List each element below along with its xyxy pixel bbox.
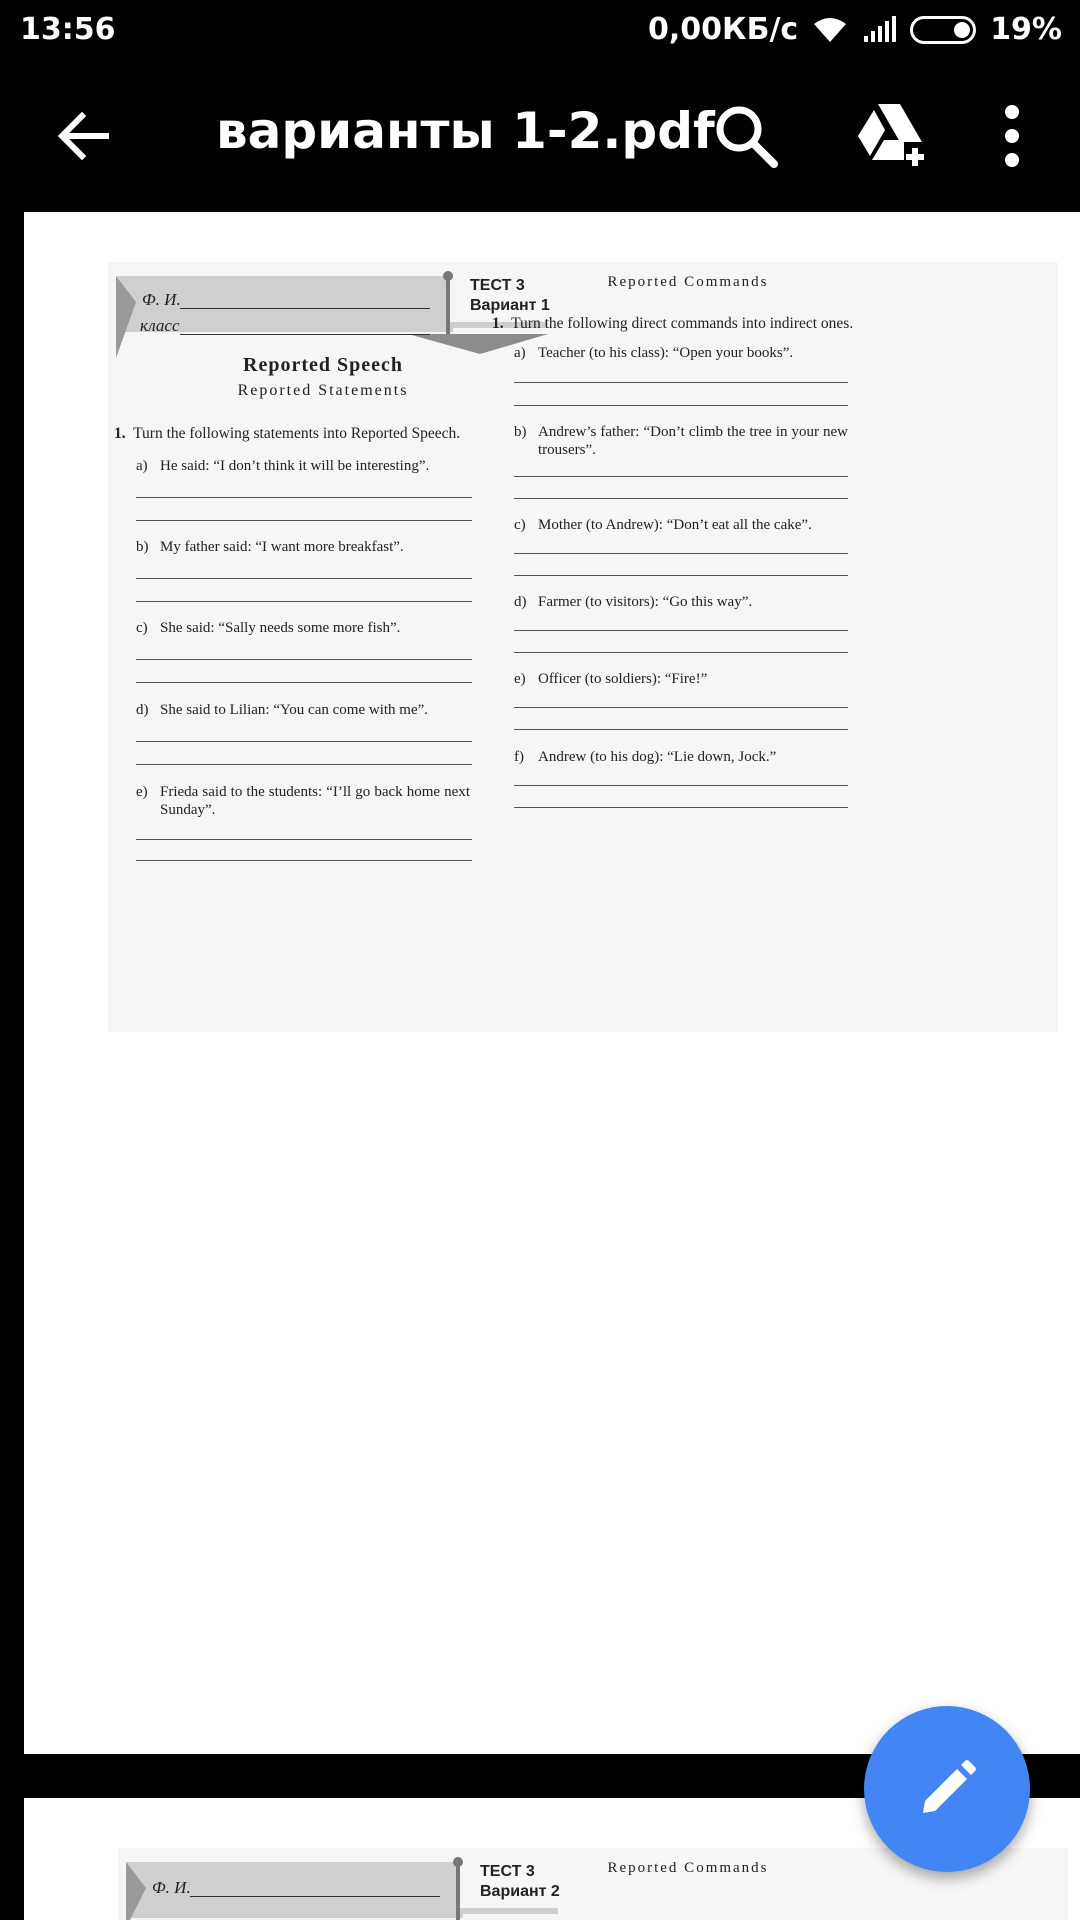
answer-line[interactable] (514, 807, 848, 808)
edit-fab-button[interactable] (864, 1706, 1030, 1872)
answer-line[interactable] (136, 741, 472, 742)
right-item-d: d) Farmer (to visitors): “Go this way”. (514, 594, 753, 610)
wifi-icon (812, 16, 848, 44)
section-subtitle: Reported Statements (237, 382, 409, 399)
right-item-a: a) Teacher (to his class): “Open your books”. (514, 345, 794, 361)
status-right (648, 12, 1062, 47)
task-right (492, 314, 872, 333)
right-item-c: c) Mother (to Andrew): “Don’t eat all the cake”. (514, 517, 812, 533)
task-left (114, 424, 474, 443)
scanned-worksheet (108, 262, 1058, 1032)
task-right-number: 1. (492, 315, 504, 332)
answer-line[interactable] (136, 764, 472, 765)
left-item-b: b) My father said: “I want more breakfast”. (136, 539, 404, 555)
search-icon[interactable] (712, 102, 780, 170)
app-bar (0, 62, 1080, 212)
answer-line[interactable] (136, 601, 472, 602)
answer-line[interactable] (136, 520, 472, 521)
more-vert-icon[interactable] (992, 102, 1032, 170)
answer-line[interactable] (136, 497, 472, 498)
back-arrow-icon[interactable] (52, 104, 116, 168)
task-left-text: Turn the following statements into Reported Speech. (133, 425, 461, 442)
variant-number-2: Вариант 2 (480, 1883, 560, 1900)
class-field-line (180, 334, 430, 335)
right-section-title: Reported Commands (607, 274, 769, 290)
answer-line[interactable] (514, 382, 848, 383)
task-left-number: 1. (114, 425, 126, 442)
edit-pencil-icon (917, 1759, 977, 1819)
answer-line[interactable] (136, 578, 472, 579)
answer-line[interactable] (514, 476, 848, 477)
name-field-label-2: Ф. И. (152, 1878, 191, 1897)
test-number-2: ТЕСТ 3 (480, 1863, 535, 1880)
answer-line[interactable] (514, 553, 848, 554)
drive-add-icon[interactable] (852, 98, 926, 172)
signal-icon (862, 16, 896, 44)
document-title: варианты 1-2.pdf (216, 102, 715, 160)
answer-line[interactable] (136, 659, 472, 660)
pdf-page-1[interactable] (24, 212, 1080, 1754)
answer-line[interactable] (514, 498, 848, 499)
answer-line[interactable] (136, 839, 472, 840)
right-item-e: e) Officer (to soldiers): “Fire!” (514, 671, 708, 687)
answer-line[interactable] (514, 785, 848, 786)
name-field-label: Ф. И. (142, 290, 181, 309)
name-field-line-2 (190, 1896, 440, 1897)
variant-number: Вариант 1 (470, 297, 550, 314)
battery-level: 19% (990, 12, 1062, 47)
answer-line[interactable] (514, 575, 848, 576)
left-item-c: c) She said: “Sally needs some more fish”. (136, 620, 401, 636)
answer-line[interactable] (514, 630, 848, 631)
name-field-line (180, 308, 430, 309)
left-item-d: d) She said to Lilian: “You can come with me”. (136, 702, 429, 718)
answer-line[interactable] (514, 652, 848, 653)
right-item-b: b) Andrew’s father: “Don’t climb the tree in your new trousers”. (514, 424, 848, 458)
status-time: 13:56 (20, 12, 116, 47)
test-label-box (470, 276, 550, 316)
battery-icon (910, 16, 976, 44)
left-item-e: e) Frieda said to the students: “I’ll go back home next Sunday”. (136, 784, 470, 818)
status-bar (0, 0, 1080, 62)
right-section-title-2: Reported Commands (607, 1860, 769, 1876)
answer-line[interactable] (514, 405, 848, 406)
answer-line[interactable] (514, 729, 848, 730)
task-right-text: Turn the following direct commands into indirect ones. (511, 315, 854, 332)
test-number: ТЕСТ 3 (470, 277, 525, 294)
answer-line[interactable] (514, 707, 848, 708)
answer-line[interactable] (136, 860, 472, 861)
network-speed: 0,00КБ/с (648, 12, 799, 47)
class-field-label: класс (140, 316, 180, 335)
section-title: Reported Speech (243, 354, 403, 376)
left-item-a: a) He said: “I don’t think it will be interesting”. (136, 458, 430, 474)
right-item-f: f) Andrew (to his dog): “Lie down, Jock.” (514, 749, 777, 765)
answer-line[interactable] (136, 682, 472, 683)
